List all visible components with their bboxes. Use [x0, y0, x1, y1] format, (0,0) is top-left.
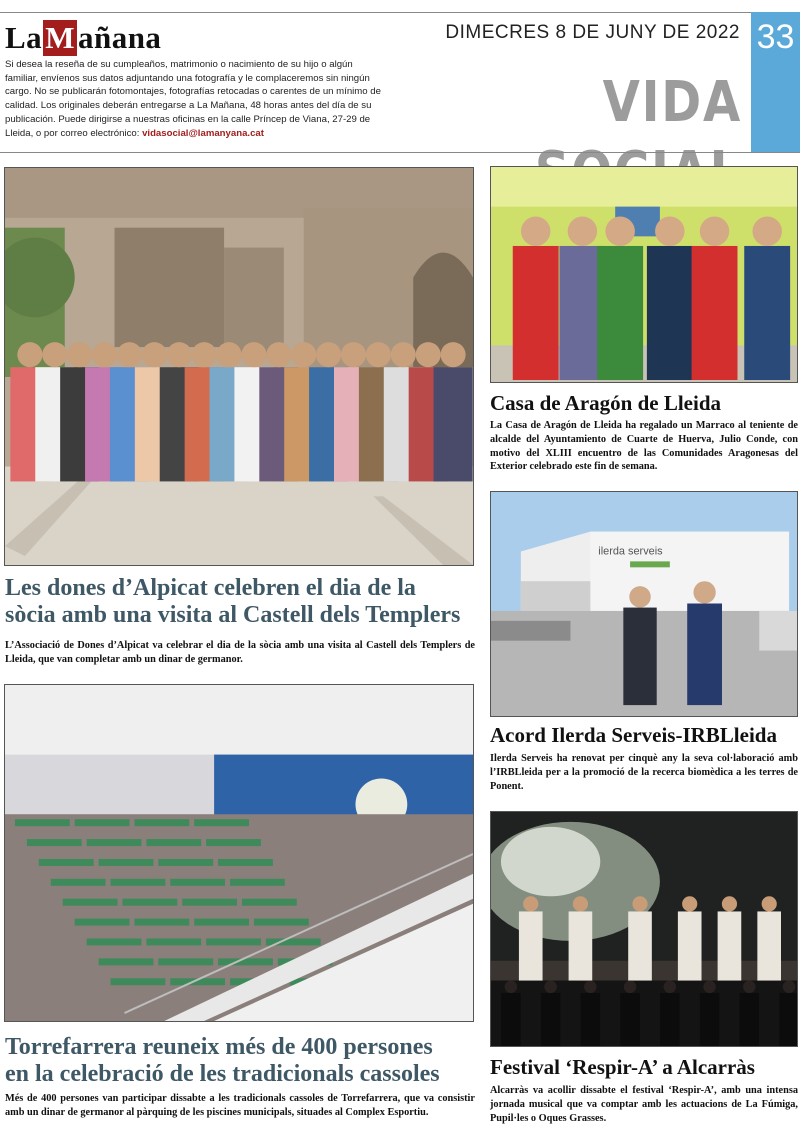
body-festival: Alcarràs va acollir dissabte el festival ‘Respir-A’, amb una intensa jornada musical que va comptar amb les actuacions de La Fúmiga, Pupil·les o Oques Grasses. [490, 1085, 798, 1124]
photo-alpicat-group[interactable] [4, 167, 474, 566]
headline-torrefarrera-line1: Torrefarrera reuneix més de 400 persones [5, 1034, 433, 1060]
header-bottom-rule [0, 152, 800, 153]
photo-casa-aragon[interactable] [490, 166, 798, 383]
issue-date: DIMECRES 8 DE JUNY DE 2022 [445, 22, 740, 43]
building-sign-text: ilerda serveis [598, 545, 663, 558]
body-alpicat: L’Associació de Dones d’Alpicat va celebrar el dia de la sòcia amb una visita al Castell dels Templers de Lleida, que van completar amb un dinar de germanor. [5, 640, 475, 665]
instructions-text: Si desea la reseña de su cumpleaños, matrimonio o nacimiento de su hijo o algún familiar, envíenos sus datos adjuntando una fotografía y le complaceremos sin ningún cargo. No se publicarán fotomontajes, fotografías retocadas o carentes de un mínimo de calidad. Los originales deberán entregarse a La Mañana, 48 horas antes del día de su publicación. Puede dirigirse a nuestras oficinas en la calle Príncep de Viana, 27-29 de Lleida, o por correo electrónico: [5, 59, 381, 139]
header-top-rule [0, 12, 800, 13]
photo-torrefarrera-cassoles[interactable] [4, 684, 474, 1022]
headline-alpicat [5, 575, 475, 629]
logo-text-la: La [5, 20, 43, 55]
body-torrefarrera: Més de 400 persones van participar dissabte a les tradicionals cassoles de Torrefarrera, que va consistir amb un dinar de germanor al pàrquing de les piscines municipals, situades al Complex Esportiu. [5, 1093, 475, 1118]
photo-festival-respir-a[interactable] [490, 811, 798, 1047]
contact-email-link[interactable]: vidasocial@lamanyana.cat [142, 127, 264, 139]
page-number: 33 [756, 18, 795, 56]
headline-torrefarrera [5, 1034, 475, 1088]
headline-festival: Festival ‘Respir-A’ a Alcarràs [490, 1055, 755, 1079]
section-title: VIDA [602, 70, 742, 135]
headline-casa-aragon: Casa de Aragón de Lleida [490, 391, 722, 415]
logo-m-block: M [45, 20, 75, 55]
submission-instructions [5, 58, 383, 140]
headline-alpicat-line2: sòcia amb una visita al Castell dels Templers [5, 602, 461, 628]
headline-torrefarrera-line2: en la celebració de les tradicionals cassoles [5, 1061, 440, 1087]
photo-ilerda-serveis[interactable] [490, 491, 798, 717]
body-casa-aragon: La Casa de Aragón de Lleida ha regalado un Marraco al teniente de alcalde del Ayuntamiento de Cuarte de Huerva, Julio Conde, con motivo del XLIII encuentro de las Comunidades Aragonesas del Exterior celebrado este fin de semana. [490, 420, 798, 473]
newspaper-logo[interactable] [5, 16, 161, 56]
logo-text-rest: añana [77, 20, 162, 55]
headline-ilerda: Acord Ilerda Serveis-IRBLleida [490, 723, 777, 747]
headline-alpicat-line1: Les dones d’Alpicat celebren el dia de la [5, 575, 416, 601]
body-ilerda: Ilerda Serveis ha renovat per cinquè any la seva col·laboració amb l’IRBLleida per a la promoció de la recerca biomèdica a les terres de Ponent. [490, 753, 798, 792]
